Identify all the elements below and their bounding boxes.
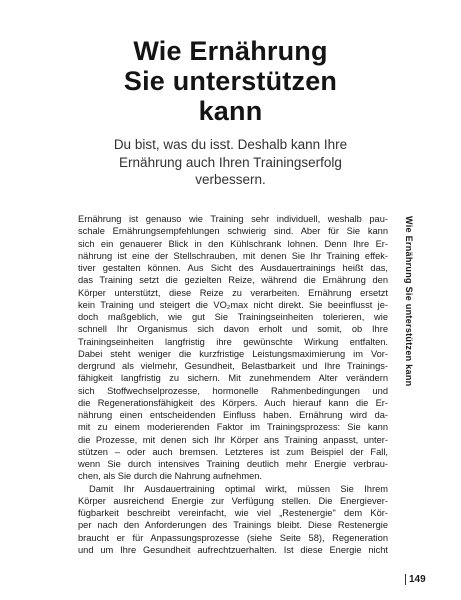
body-line: nährung ist eine der Stellschrauben, mit denen Sie Ihr Training effek- xyxy=(78,250,388,261)
title-line: Sie unterstützen xyxy=(123,66,338,96)
body-line: Dabei steht weniger die kurzfristige Leistungsmaximierung im Vor- xyxy=(78,348,388,359)
body-line: kein Training und steigert die VO₂max nicht direkt. Sie beeinflusst je- xyxy=(78,299,388,310)
body-line: Körper ausreichend Energie zur Verfügung stellen. Die Energiever- xyxy=(78,495,388,506)
chapter-side-tab-label: Wie Ernährung Sie unterstützen kann xyxy=(404,216,414,387)
body-line: Trainingseinheiten langfristig ihre gewünschte Wirkung entfalten. xyxy=(78,336,388,347)
body-line: und um Ihre Gesundheit aufrechtzuerhalten. Ist diese Energie nicht xyxy=(78,544,388,555)
body-line: per nach den Anforderungen des Trainings bleibt. Diese Restenergie xyxy=(78,520,388,531)
body-line: sich Stoffwechselprozesse, hormonelle Rahmenbedingungen und xyxy=(78,385,388,396)
body-line: schale Ernährungsempfehlungen schwierig sind. Aber für Sie kann xyxy=(78,226,388,237)
body-line: die Prozesse, mit denen sich Ihr Körper ans Training anpasst, unter- xyxy=(78,434,388,445)
body-line: Damit Ihr Ausdauertraining optimal wirkt, müssen Sie Ihrem xyxy=(89,483,388,494)
body-line: schnell Ihr Organismus sich davon erholt und somit, ob Ihre xyxy=(78,324,388,335)
lead-paragraph xyxy=(0,136,461,189)
body-line: tiver gestalten können. Aus Sicht des Ausdauertrainings heißt das, xyxy=(78,263,388,273)
body-line: sich ein genauerer Blick in den Kühlschrank lohnen. Denn Ihre Er- xyxy=(78,238,388,249)
title-line: Wie Ernährung xyxy=(133,36,328,66)
chapter-side-tab xyxy=(402,216,414,396)
body-line: Ernährung ist genauso wie Training sehr individuell, weshalb pau- xyxy=(78,214,388,224)
body-line: wenn Sie durch intensives Training deutlich mehr Energie verbrau- xyxy=(78,459,388,469)
body-line: stützen – oder auch bremsen. Letzteres ist zum Beispiel der Fall, xyxy=(78,446,388,457)
page-title xyxy=(0,36,461,126)
title-line: kann xyxy=(198,96,263,126)
body-line: die Regenerationsfähigkeit des Körpers. Auch hierauf kann die Er- xyxy=(78,397,388,408)
body-line: braucht er für Anpassungsprozesse (siehe Seite 58), Regeneration xyxy=(78,532,388,543)
body-line: dergrund als vielmehr, Gesundheit, Belastbarkeit und Ihre Trainings- xyxy=(78,361,388,371)
lead-line: Ernährung auch Ihren Trainingserfolg xyxy=(119,154,342,170)
lead-line: Du bist, was du isst. Deshalb kann Ihre xyxy=(113,137,348,152)
body-line: mit zu einem moderierenden Faktor im Trainingsprozess: Sie kann xyxy=(78,422,388,433)
page-number: 149 xyxy=(405,574,426,585)
body-line: Körper unterstützt, diese Reize zu verarbeiten. Ernährung ersetzt xyxy=(78,287,388,298)
body-text xyxy=(78,213,388,556)
body-line: nährung einen entscheidenden Einfluss haben. Ernährung wird da- xyxy=(78,410,388,420)
body-line: das Training setzt die gezielten Reize, während die Ernährung den xyxy=(78,275,388,286)
body-line: chen, als Sie durch die Nahrung aufnehmen. xyxy=(78,471,262,482)
body-line: fähigkeit langfristig zu sichern. Mit zunehmendem Alter verändern xyxy=(78,373,388,384)
body-line: fügbarkeit beschreibt vereinfacht, wie viel „Restenergie" dem Kör- xyxy=(78,508,388,518)
body-line: doch maßgeblich, wie gut Sie Trainingseinheiten tolerieren, wie xyxy=(78,312,388,322)
lead-line: verbessern. xyxy=(195,172,266,187)
